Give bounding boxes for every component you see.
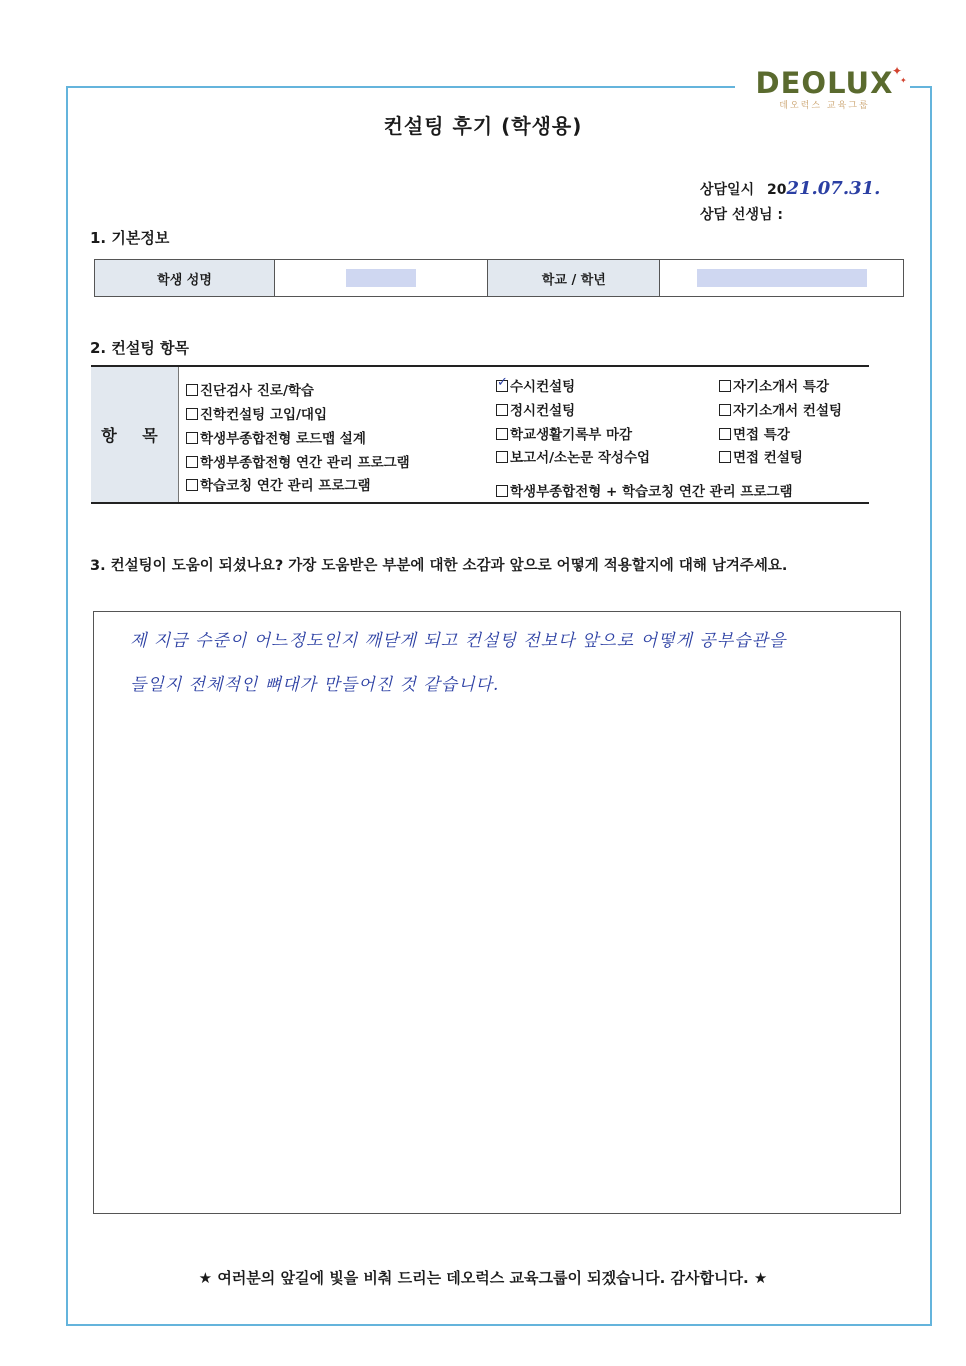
- date-prefix: 20: [766, 182, 787, 198]
- checkbox-icon[interactable]: [496, 485, 508, 497]
- checkbox-icon[interactable]: [186, 408, 198, 420]
- checkbox-icon[interactable]: [719, 380, 731, 392]
- checkbox-icon[interactable]: [719, 451, 731, 463]
- logo-name: DEOLUX: [755, 66, 894, 100]
- checkbox-icon[interactable]: [186, 432, 198, 444]
- option-item[interactable]: ✓수시컨설팅: [496, 375, 575, 395]
- basic-info-table: [94, 259, 904, 297]
- redacted-school: [697, 269, 867, 287]
- checkbox-icon[interactable]: [496, 428, 508, 440]
- consulting-items-table: [91, 365, 869, 504]
- checkbox-icon[interactable]: [496, 404, 508, 416]
- logo: [742, 66, 907, 111]
- star-icon: ✦: [900, 76, 907, 85]
- option-item[interactable]: 자기소개서 컨설팅: [719, 399, 842, 419]
- option-item[interactable]: 진학컨설팅 고입/대입: [186, 403, 327, 423]
- checkbox-icon[interactable]: [186, 479, 198, 491]
- answer-line: 제 지금 수준이 어느정도인지 깨닫게 되고 컨설팅 전보다 앞으로 어떻게 공부습관을: [130, 631, 787, 651]
- student-name-value: [275, 260, 488, 297]
- footer-message: ★ 여러분의 앞길에 빛을 비춰 드리는 데오럭스 교육그룹이 되겠습니다. 감사합니다. ★: [198, 1269, 768, 1287]
- date-label: 상담일시: [700, 182, 755, 198]
- page-title: 컨설팅 후기 (학생용): [383, 114, 583, 138]
- date-handwritten: 21.07.31.: [786, 178, 881, 199]
- checkbox-icon[interactable]: [186, 384, 198, 396]
- checkbox-icon[interactable]: [719, 404, 731, 416]
- option-item[interactable]: 학습코칭 연간 관리 프로그램: [186, 474, 371, 494]
- checkbox-icon[interactable]: [496, 451, 508, 463]
- consult-date: [700, 178, 880, 199]
- teacher-label: 상담 선생님 :: [700, 207, 783, 223]
- option-item[interactable]: 보고서/소논문 작성수업: [496, 446, 650, 466]
- logo-subtitle: 데오럭스 교육그룹: [779, 101, 870, 111]
- redacted-name: [346, 269, 416, 287]
- option-item[interactable]: 자기소개서 특강: [719, 375, 829, 395]
- items-label: 항 목: [91, 367, 179, 502]
- student-name-label: 학생 성명: [95, 260, 275, 297]
- option-item[interactable]: 진단검사 진로/학습: [186, 379, 314, 399]
- option-item[interactable]: 학생부종합전형 로드맵 설계: [186, 427, 366, 447]
- section-basic-info-heading: 1. 기본정보: [90, 229, 170, 247]
- star-icon: ✦: [892, 64, 903, 78]
- feedback-answer-box[interactable]: [93, 611, 901, 1214]
- school-grade-value: [660, 260, 904, 297]
- option-item[interactable]: 정시컨설팅: [496, 399, 575, 419]
- checkbox-icon[interactable]: [719, 428, 731, 440]
- feedback-question: 3. 컨설팅이 도움이 되셨나요? 가장 도움받은 부분에 대한 소감과 앞으로 어떻게 적용할지에 대해 남겨주세요.: [90, 558, 788, 574]
- section-consulting-items-heading: 2. 컨설팅 항목: [90, 339, 190, 357]
- school-grade-label: 학교 / 학년: [488, 260, 660, 297]
- option-item[interactable]: 학생부종합전형 연간 관리 프로그램: [186, 451, 410, 471]
- answer-line: 들일지 전체적인 뼈대가 만들어진 것 같습니다.: [130, 675, 500, 695]
- checkbox-icon[interactable]: [186, 456, 198, 468]
- option-item[interactable]: 면접 컨설팅: [719, 446, 803, 466]
- option-item[interactable]: 학생부종합전형 + 학습코칭 연간 관리 프로그램: [496, 480, 793, 500]
- option-item[interactable]: 면접 특강: [719, 423, 790, 443]
- option-item[interactable]: 학교생활기록부 마감: [496, 423, 632, 443]
- checkbox-checked-icon[interactable]: [496, 380, 508, 392]
